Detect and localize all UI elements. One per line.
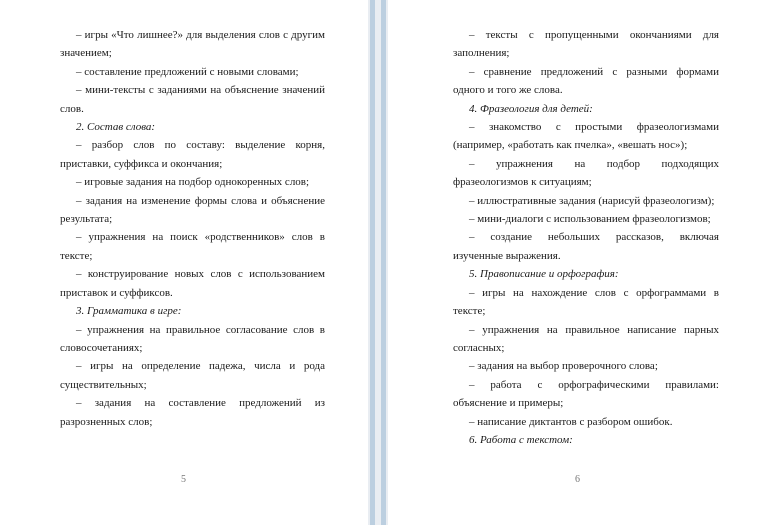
list-item: – сравнение предложений с разными формами одного и того же слова.: [453, 65, 719, 97]
page-number-left: 5: [181, 474, 186, 485]
section-heading: 3. Грамматика в игре:: [76, 305, 182, 318]
list-item: – игровые задания на подбор однокоренных слов;: [76, 176, 310, 189]
section-heading: 6. Работа с текстом:: [469, 433, 573, 446]
list-item: – конструирование новых слов с использованием приставок и суффиксов.: [60, 268, 325, 299]
list-item: – тексты с пропущенными окончаниями для заполнения;: [453, 29, 719, 60]
list-item: – задания на составление предложений из разрозненных слов;: [60, 397, 325, 428]
list-item: – мини-тексты с заданиями на объяснение значений слов.: [60, 84, 325, 115]
list-item: – задания на изменение формы слова и объяснение результата;: [60, 194, 325, 226]
list-item: – упражнения на правильное написание парных согласных;: [453, 323, 719, 354]
section-heading: 2. Состав слова:: [76, 121, 156, 134]
list-item: – мини-диалоги с использованием фразеологизмов;: [469, 213, 711, 226]
list-item: – упражнения на подбор подходящих фразеологизмов к ситуациям;: [453, 157, 719, 189]
list-item: – составление предложений с новыми словами;: [76, 65, 299, 78]
list-item: – знакомство с простыми фразеологизмами (например, «работать как пчелка», «вешать нос»);: [453, 121, 719, 152]
section-heading: 4. Фразеология для детей:: [469, 102, 593, 115]
gutter-divider-left: [370, 0, 375, 525]
list-item: – игры на нахождение слов с орфограммами в тексте;: [453, 286, 719, 318]
list-item: – работа с орфографическими правилами: объяснение и примеры;: [453, 378, 719, 410]
list-item: – игры на определение падежа, числа и рода существительных;: [60, 360, 325, 391]
gutter-divider-right: [381, 0, 386, 525]
list-item: – написание диктантов с разбором ошибок.: [469, 415, 673, 428]
left-page-body: [60, 26, 325, 431]
page-number-right: 6: [575, 474, 580, 485]
list-item: – создание небольших рассказов, включая изученные выражения.: [453, 231, 719, 262]
list-item: – иллюстративные задания (нарисуй фразеологизм);: [469, 194, 715, 207]
list-item: – упражнения на поиск «родственников» слов в тексте;: [60, 231, 325, 262]
right-page-body: [453, 26, 719, 449]
list-item: – упражнения на правильное согласование слов в словосочетаниях;: [60, 323, 325, 354]
section-heading: 5. Правописание и орфография:: [469, 268, 619, 281]
list-item: – задания на выбор проверочного слова;: [469, 360, 658, 373]
list-item: – игры «Что лишнее?» для выделения слов с другим значением;: [60, 29, 325, 60]
list-item: – разбор слов по составу: выделение корня, приставки, суффикса и окончания;: [60, 139, 325, 170]
